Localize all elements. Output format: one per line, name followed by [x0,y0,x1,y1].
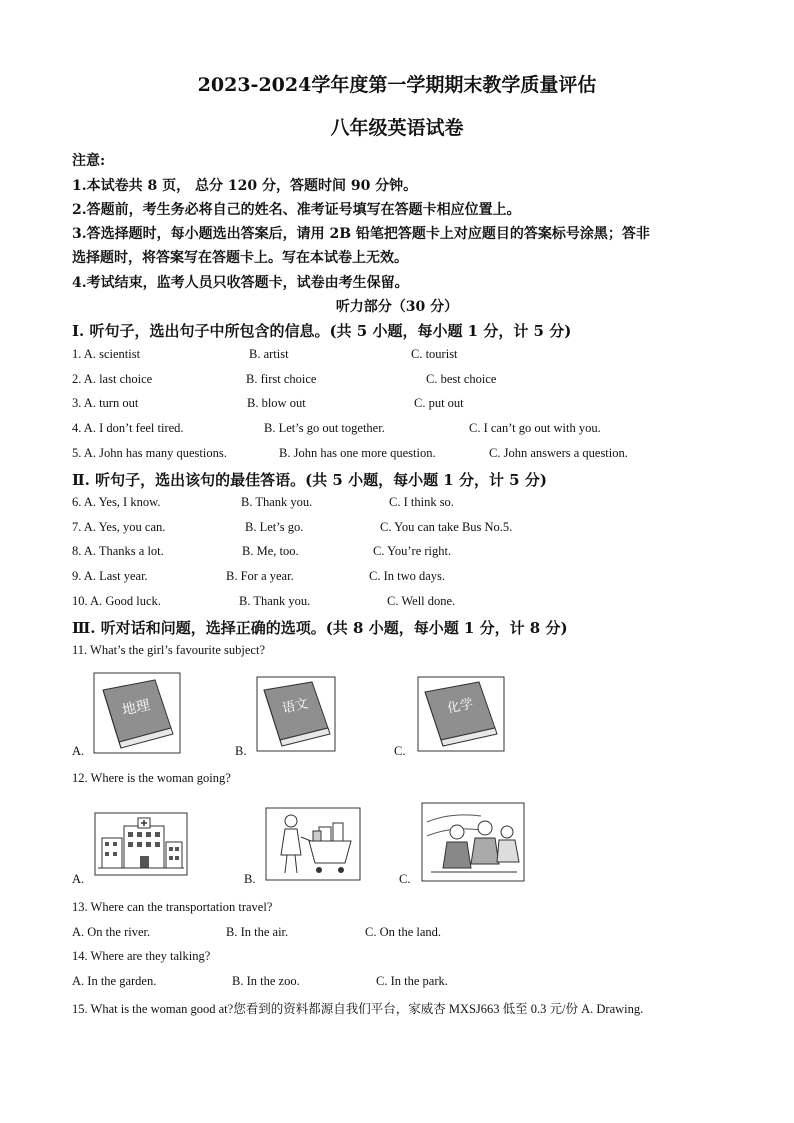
q14-option-b: B. In the zoo. [232,974,300,988]
q8-option-b: B. Me, too. [242,544,299,558]
q12-label-c: C. [399,872,411,886]
q2-option-b: B. first choice [246,372,317,386]
note-item: 3.答选择题时，每小题选出答案后，请用 2B 铅笔把答题卡上对应题目的答案标号涂黑；答非 [72,226,650,242]
book-label: 地理 [120,697,152,719]
hospital-icon [94,812,188,876]
section2-heading: Ⅱ. 听句子，选出该句的最佳答语。(共 5 小题，每小题 1 分，计 5 分) [72,471,547,489]
q3-option-c: C. put out [414,396,464,410]
q14-option-c: C. In the park. [376,974,448,988]
q11-text: 11. What’s the girl’s favourite subject? [72,643,266,657]
note-item: 1.本试卷共 8 页， 总分 120 分，答题时间 90 分钟。 [72,178,418,194]
shopping-cart-icon [265,807,361,881]
q3-option-a: 3. A. turn out [72,396,139,410]
q7-option-b: B. Let’s go. [245,520,304,534]
q4-option-b: B. Let’s go out together. [264,421,385,435]
section3-heading: Ⅲ. 听对话和问题，选择正确的选项。(共 8 小题，每小题 1 分，计 8 分) [72,619,568,637]
q4-option-c: C. I can’t go out with you. [469,421,601,435]
q1-option-b: B. artist [249,347,289,361]
q4-option-a: 4. A. I don’t feel tired. [72,421,184,435]
note-item: 2.答题前，考生务必将自己的姓名、准考证号填写在答题卡相应位置上。 [72,202,521,218]
q6-option-b: B. Thank you. [241,495,313,509]
exam-title: 2023-2024学年度第一学期期末教学质量评估 [197,74,597,96]
section1-heading: Ⅰ. 听句子，选出句子中所包含的信息。(共 5 小题，每小题 1 分，计 5 分) [72,322,572,340]
q13-option-b: B. In the air. [226,925,289,939]
q8-option-c: C. You’re right. [373,544,452,558]
q12-label-a: A. [72,872,85,886]
q5-option-a: 5. A. John has many questions. [72,446,227,460]
book-icon [93,672,181,754]
q12-label-b: B. [244,872,256,886]
note-item: 4.考试结束，监考人员只收答题卡，试卷由考生保留。 [72,275,409,291]
notes-heading: 注意: [72,153,106,169]
q6-option-a: 6. A. Yes, I know. [72,495,161,509]
q10-option-c: C. Well done. [387,594,456,608]
q7-option-a: 7. A. Yes, you can. [72,520,166,534]
q11-label-b: B. [235,744,247,758]
q10-option-b: B. Thank you. [239,594,311,608]
book-label: 化学 [445,696,475,717]
note-item: 选择题时，将答案写在答题卡上。写在本试卷上无效。 [72,250,408,266]
q8-option-a: 8. A. Thanks a lot. [72,544,164,558]
q13-text: 13. Where can the transportation travel? [72,900,273,914]
q2-option-c: C. best choice [426,372,497,386]
exam-subtitle: 八年级英语试卷 [330,117,464,139]
book-icon [417,676,505,752]
q3-option-b: B. blow out [247,396,306,410]
q5-option-b: B. John has one more question. [279,446,436,460]
q13-option-c: C. On the land. [365,925,442,939]
q5-option-c: C. John answers a question. [489,446,628,460]
q9-option-c: C. In two days. [369,569,446,583]
q14-text: 14. Where are they talking? [72,949,211,963]
q6-option-c: C. I think so. [389,495,454,509]
q11-label-c: C. [394,744,406,758]
q10-option-a: 10. A. Good luck. [72,594,161,608]
book-label: 语文 [280,696,310,717]
q2-option-a: 2. A. last choice [72,372,153,386]
q12-text: 12. Where is the woman going? [72,771,231,785]
q13-option-a: A. On the river. [72,925,151,939]
q1-option-c: C. tourist [411,347,458,361]
cinema-icon [421,802,525,882]
q11-label-a: A. [72,744,85,758]
part-title: 听力部分（30 分） [335,299,459,315]
q9-option-b: B. For a year. [226,569,294,583]
q9-option-a: 9. A. Last year. [72,569,148,583]
q7-option-c: C. You can take Bus No.5. [380,520,513,534]
q14-option-a: A. In the garden. [72,974,157,988]
q15-text: 15. What is the woman good at?您看到的资料都源自我们平台，家威杏 MXSJ663 低至 0.3 元/份 A. Drawing. [72,1002,644,1016]
book-icon [256,676,336,752]
q1-option-a: 1. A. scientist [72,347,141,361]
